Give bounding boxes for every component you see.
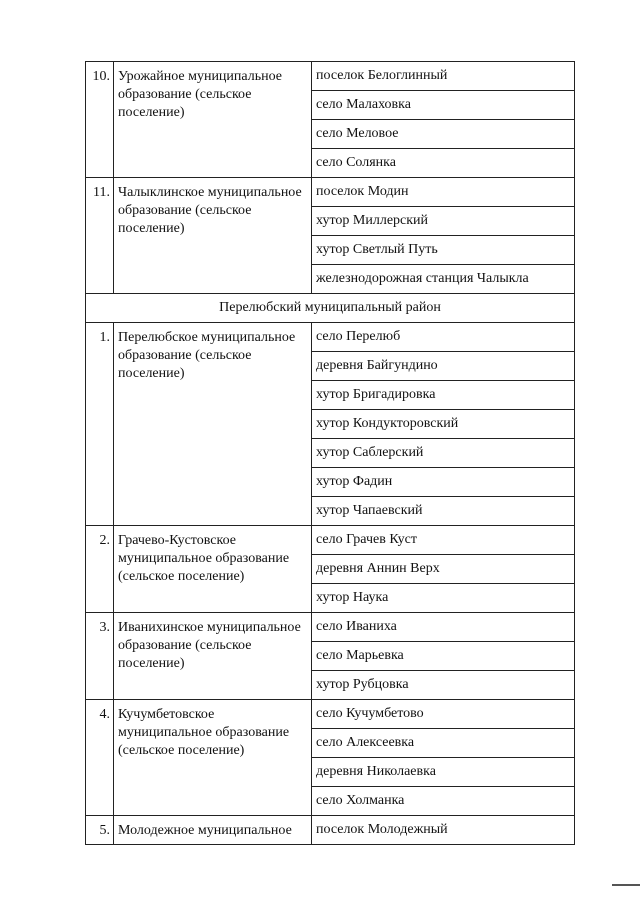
settlement-name: хутор Бригадировка bbox=[316, 387, 436, 402]
settlement-name: село Перелюб bbox=[316, 329, 401, 344]
municipality-cell bbox=[114, 323, 312, 526]
settlement-name: хутор Рубцовка bbox=[316, 677, 409, 692]
table-row bbox=[86, 816, 575, 845]
settlement-name: хутор Кондукторовский bbox=[316, 416, 459, 431]
settlement-cell bbox=[312, 758, 575, 787]
municipality-cell bbox=[114, 613, 312, 700]
settlement-cell bbox=[312, 323, 575, 352]
settlement-cell bbox=[312, 149, 575, 178]
settlement-name: село Кучумбетово bbox=[316, 706, 424, 721]
settlement-name: село Грачев Куст bbox=[316, 532, 417, 547]
settlement-cell bbox=[312, 62, 575, 91]
municipality-name: Кучумбетовское муниципальное образование (сельское поселение) bbox=[118, 707, 290, 758]
municipality-cell bbox=[114, 178, 312, 294]
municipality-name: Иванихинское муниципальное образование (сельское поселение) bbox=[118, 620, 301, 671]
row-number-cell bbox=[86, 323, 114, 526]
settlements-table-body bbox=[86, 62, 575, 845]
table-row bbox=[86, 700, 575, 729]
settlement-name: хутор Фадин bbox=[316, 474, 393, 489]
municipality-name: Молодежное муниципальное bbox=[118, 823, 292, 838]
row-number: 4. bbox=[99, 707, 110, 722]
municipality-name: Перелюбское муниципальное образование (сельское поселение) bbox=[118, 330, 296, 381]
table-row bbox=[86, 526, 575, 555]
district-name: Перелюбский муниципальный район bbox=[86, 294, 575, 323]
row-number-cell bbox=[86, 700, 114, 816]
settlement-name: деревня Николаевка bbox=[316, 764, 436, 779]
row-number: 5. bbox=[99, 823, 110, 838]
settlement-cell bbox=[312, 729, 575, 758]
municipality-name: Грачево-Кустовское муниципальное образование (сельское поселение) bbox=[118, 533, 290, 584]
row-number: 1. bbox=[99, 330, 110, 345]
settlement-name: хутор Светлый Путь bbox=[316, 242, 438, 257]
settlement-cell bbox=[312, 178, 575, 207]
row-number: 10. bbox=[92, 69, 110, 84]
settlement-name: село Солянка bbox=[316, 155, 396, 170]
settlement-name: хутор Чапаевский bbox=[316, 503, 423, 518]
row-number-cell bbox=[86, 613, 114, 700]
district-header-row bbox=[86, 294, 575, 323]
row-number: 3. bbox=[99, 620, 110, 635]
settlement-cell bbox=[312, 613, 575, 642]
settlement-name: деревня Аннин Верх bbox=[316, 561, 440, 576]
municipality-cell bbox=[114, 526, 312, 613]
row-number-cell bbox=[86, 62, 114, 178]
settlement-name: село Алексеевка bbox=[316, 735, 415, 750]
settlement-cell bbox=[312, 439, 575, 468]
table-row bbox=[86, 613, 575, 642]
row-number-cell bbox=[86, 816, 114, 845]
municipality-cell bbox=[114, 816, 312, 845]
settlement-cell bbox=[312, 207, 575, 236]
settlement-cell bbox=[312, 787, 575, 816]
settlement-name: поселок Белоглинный bbox=[316, 68, 448, 83]
settlement-name: хутор Миллерский bbox=[316, 213, 429, 228]
settlement-name: село Марьевка bbox=[316, 648, 404, 663]
settlement-cell bbox=[312, 642, 575, 671]
settlement-cell bbox=[312, 497, 575, 526]
row-number-cell bbox=[86, 178, 114, 294]
settlement-cell bbox=[312, 555, 575, 584]
settlement-name: село Меловое bbox=[316, 126, 399, 141]
settlement-name: хутор Саблерский bbox=[316, 445, 424, 460]
settlement-cell bbox=[312, 584, 575, 613]
settlement-cell bbox=[312, 816, 575, 845]
settlements-table bbox=[85, 61, 575, 845]
settlement-name: деревня Байгундино bbox=[316, 358, 438, 373]
settlement-name: хутор Наука bbox=[316, 590, 389, 605]
row-number-cell bbox=[86, 526, 114, 613]
table-row bbox=[86, 178, 575, 207]
settlement-cell bbox=[312, 410, 575, 439]
row-number: 11. bbox=[93, 185, 110, 200]
settlement-name: железнодорожная станция Чалыкла bbox=[316, 271, 529, 286]
edge-mark bbox=[612, 884, 640, 886]
settlement-cell bbox=[312, 468, 575, 497]
settlement-cell bbox=[312, 700, 575, 729]
settlement-cell bbox=[312, 526, 575, 555]
settlement-cell bbox=[312, 381, 575, 410]
settlement-name: село Холманка bbox=[316, 793, 405, 808]
table-row bbox=[86, 62, 575, 91]
settlement-cell bbox=[312, 91, 575, 120]
settlement-cell bbox=[312, 265, 575, 294]
municipality-name: Урожайное муниципальное образование (сельское поселение) bbox=[118, 69, 282, 120]
table-row bbox=[86, 323, 575, 352]
settlement-name: село Иваниха bbox=[316, 619, 397, 634]
settlement-cell bbox=[312, 120, 575, 149]
settlement-name: село Малаховка bbox=[316, 97, 411, 112]
settlement-name: поселок Молодежный bbox=[316, 822, 448, 837]
settlement-cell bbox=[312, 671, 575, 700]
settlement-name: поселок Модин bbox=[316, 184, 409, 199]
settlement-cell bbox=[312, 352, 575, 381]
municipality-cell bbox=[114, 700, 312, 816]
settlement-cell bbox=[312, 236, 575, 265]
municipality-cell bbox=[114, 62, 312, 178]
row-number: 2. bbox=[99, 533, 110, 548]
municipality-name: Чалыклинское муниципальное образование (сельское поселение) bbox=[118, 185, 302, 236]
